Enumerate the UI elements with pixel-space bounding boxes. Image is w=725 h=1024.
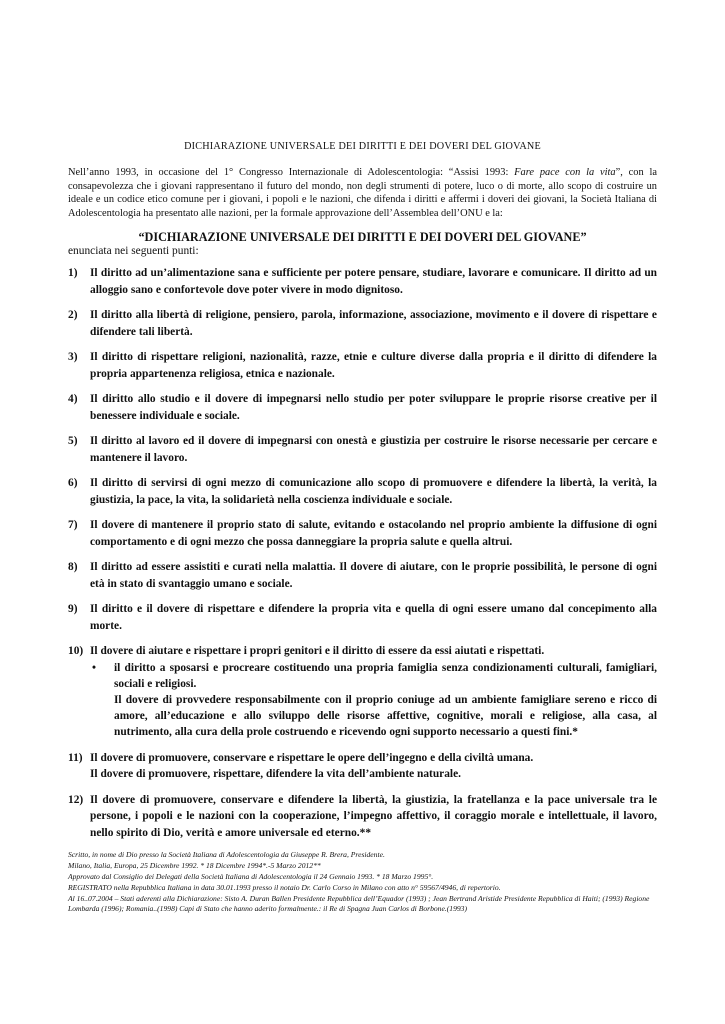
- list-item-12: [68, 792, 657, 841]
- item-text: Il diritto di rispettare religioni, nazionalità, razze, etnie e culture diverse dalla propria e il diritto di difendere la propria appartenenza religiosa, etnica e nazionale.: [90, 351, 657, 380]
- list-item: [68, 601, 657, 633]
- item-text-line-2: Il dovere di promuovere, rispettare, difendere la vita dell’ambiente naturale.: [90, 768, 461, 781]
- item-number: 7): [68, 519, 78, 532]
- item-number: 4): [68, 393, 78, 406]
- footer-line: REGISTRATO nella Repubblica Italiana in data 30.01.1993 presso il notaio Dr. Carlo Corso in Milano con atto n° 59567/4946, di repertorio.: [68, 882, 501, 892]
- item-text: Il diritto di servirsi di ogni mezzo di comunicazione allo scopo di promuovere e difendere la libertà, la verità, la giustizia, la pace, la vita, la solidarietà nella coscienza individuale e sociale.: [90, 477, 657, 506]
- item-number: 10): [68, 645, 84, 658]
- list-item-11: [68, 750, 657, 782]
- list-item: [68, 559, 657, 591]
- item-text: Il diritto alla libertà di religione, pensiero, parola, informazione, associazione, movimento e il dovere di rispettare e difendere tali libertà.: [90, 309, 657, 338]
- item-text: Il diritto ad essere assistiti e curati nella malattia. Il dovere di aiutare, con le proprie possibilità, le persone di ogni età in stato di svantaggio umano e sociale.: [90, 561, 657, 590]
- footer-notes: [68, 850, 657, 915]
- footer-line: Al 16..07.2004 – Stati aderenti alla Dichiarazione: Sisto A. Duran Ballen Presidente Repubblica dell’Equador (1993) ; Jean Bertrand Aristide Presidente Repubblica di Haiti; (1993) Regione Lombarda (1996); Romania..(1998) Capi di Stato che hanno aderito formalmente.: il Re di Spagna Juan Carlos di Borbone.(1993): [68, 893, 650, 914]
- item-number: 2): [68, 309, 78, 322]
- declaration-title: “DICHIARAZIONE UNIVERSALE DEI DIRITTI E DEI DOVERI DEL GIOVANE”: [138, 230, 587, 245]
- document-page: [68, 141, 657, 915]
- list-item-10: [68, 643, 657, 740]
- intro-text-1: Nell’anno 1993, in occasione del 1° Congresso Internazionale di Adolescentologia: “Assisi 1993:: [68, 167, 515, 178]
- bullet-text: il diritto a sposarsi e procreare costituendo una propria famiglia senza condizionamenti culturali, famigliari, sociali e religiosi.: [114, 661, 657, 690]
- item-text: Il diritto e il dovere di rispettare e difendere la propria vita e quella di ogni essere umano dal concepimento alla morte.: [90, 603, 657, 632]
- document-title: DICHIARAZIONE UNIVERSALE DEI DIRITTI E DEI DOVERI DEL GIOVANE: [184, 141, 541, 152]
- footer-line: Scritto, in nome di Dio presso la Società Italiana di Adolescentologia da Giuseppe R. Brera, Presidente.: [68, 850, 385, 860]
- declaration-subtitle: enunciata nei seguenti punti:: [68, 245, 199, 258]
- item-text-line-1: Il dovere di promuovere, conservare e rispettare le opere dell’ingegno e della civiltà umana.: [90, 752, 534, 765]
- item-text: Il diritto al lavoro ed il dovere di impegnarsi con onestà e giustizia per costruire le risorse necessarie per cercare e mantenere il lavoro.: [90, 435, 657, 464]
- list-item: [68, 517, 657, 549]
- item-number: 6): [68, 477, 78, 490]
- bullet-paragraph: Il dovere di provvedere responsabilmente con il proprio coniuge ad un ambiente famigliare sereno e ricco di amore, all’educazione e allo sviluppo delle risorse affettive, cognitive, morali e religiose, alla casa, al nutrimento, alla cura della prole costruendo e ricevendo ogni supporto necessario a questi fini.*: [114, 693, 657, 739]
- intro-italic: Fare pace con la vita: [514, 167, 616, 178]
- item-text: Il diritto allo studio e il dovere di impegnarsi nello studio per poter sviluppare le proprie risorse creative per il benessere individuale e sociale.: [90, 393, 657, 422]
- bullet-point: [90, 660, 657, 741]
- item-body: [90, 643, 657, 740]
- list-item: [68, 307, 657, 339]
- item-text: Il diritto ad un’alimentazione sana e sufficiente per potere pensare, studiare, lavorare e comunicare. Il diritto ad un alloggio sano e confortevole dove poter vivere in modo dignitoso.: [90, 267, 657, 296]
- footer-line: Approvato dal Consiglio dei Delegati della Società Italiana di Adolescentologia il 24 Gennaio 1993. * 18 Marzo 1995°.: [68, 871, 434, 881]
- item-number: 8): [68, 561, 78, 574]
- item-body: [90, 750, 657, 782]
- item-number: 9): [68, 603, 78, 616]
- item-number: 1): [68, 267, 78, 280]
- item-number: 3): [68, 351, 78, 364]
- item-number: 11): [68, 752, 83, 765]
- list-item: [68, 265, 657, 297]
- footer-line: Milano, Italia, Europa, 25 Dicembre 1992. * 18 Dicembre 1994*.-5 Marzo 2012**: [68, 861, 321, 871]
- item-number: 12): [68, 794, 84, 807]
- bullet-icon: •: [92, 661, 96, 674]
- list-item: [68, 391, 657, 423]
- intro-text-2: ”, con la consapevolezza che i giovani rappresentano il futuro del mondo, non degli strumenti di potere, luco o di morte, allo scopo di costruire un ideale e un codice etico comune per i giovani, i popoli e le nazioni, che difenda i diritti e affermi i doveri dei giovani, la Società Italiana di Adolescentologia ha presentato alle nazioni, per la formale approvazione dell’Assemblea dell’ONU e la:: [68, 167, 658, 219]
- item-text: Il dovere di aiutare e rispettare i propri genitori e il diritto di essere da essi aiutati e rispettati.: [90, 645, 545, 658]
- intro-paragraph: [68, 166, 657, 220]
- item-text: Il dovere di mantenere il proprio stato di salute, evitando e ostacolando nel proprio ambiente la diffusione di ogni comportamento e di ogni mezzo che possa danneggiare la propria salute e quella altrui.: [90, 519, 657, 548]
- item-text: Il dovere di promuovere, conservare e difendere la libertà, la giustizia, la fratellanza e la pace universale tra le persone, i popoli e le nazioni con la cooperazione, l’impegno affettivo, il coraggio morale e intellettuale, il lavoro, nello spirito di Dio, verità e amore universale ed eterno.**: [90, 794, 657, 839]
- list-item: [68, 433, 657, 465]
- list-item: [68, 349, 657, 381]
- list-item: [68, 475, 657, 507]
- item-number: 5): [68, 435, 78, 448]
- bullet-content: [114, 660, 657, 741]
